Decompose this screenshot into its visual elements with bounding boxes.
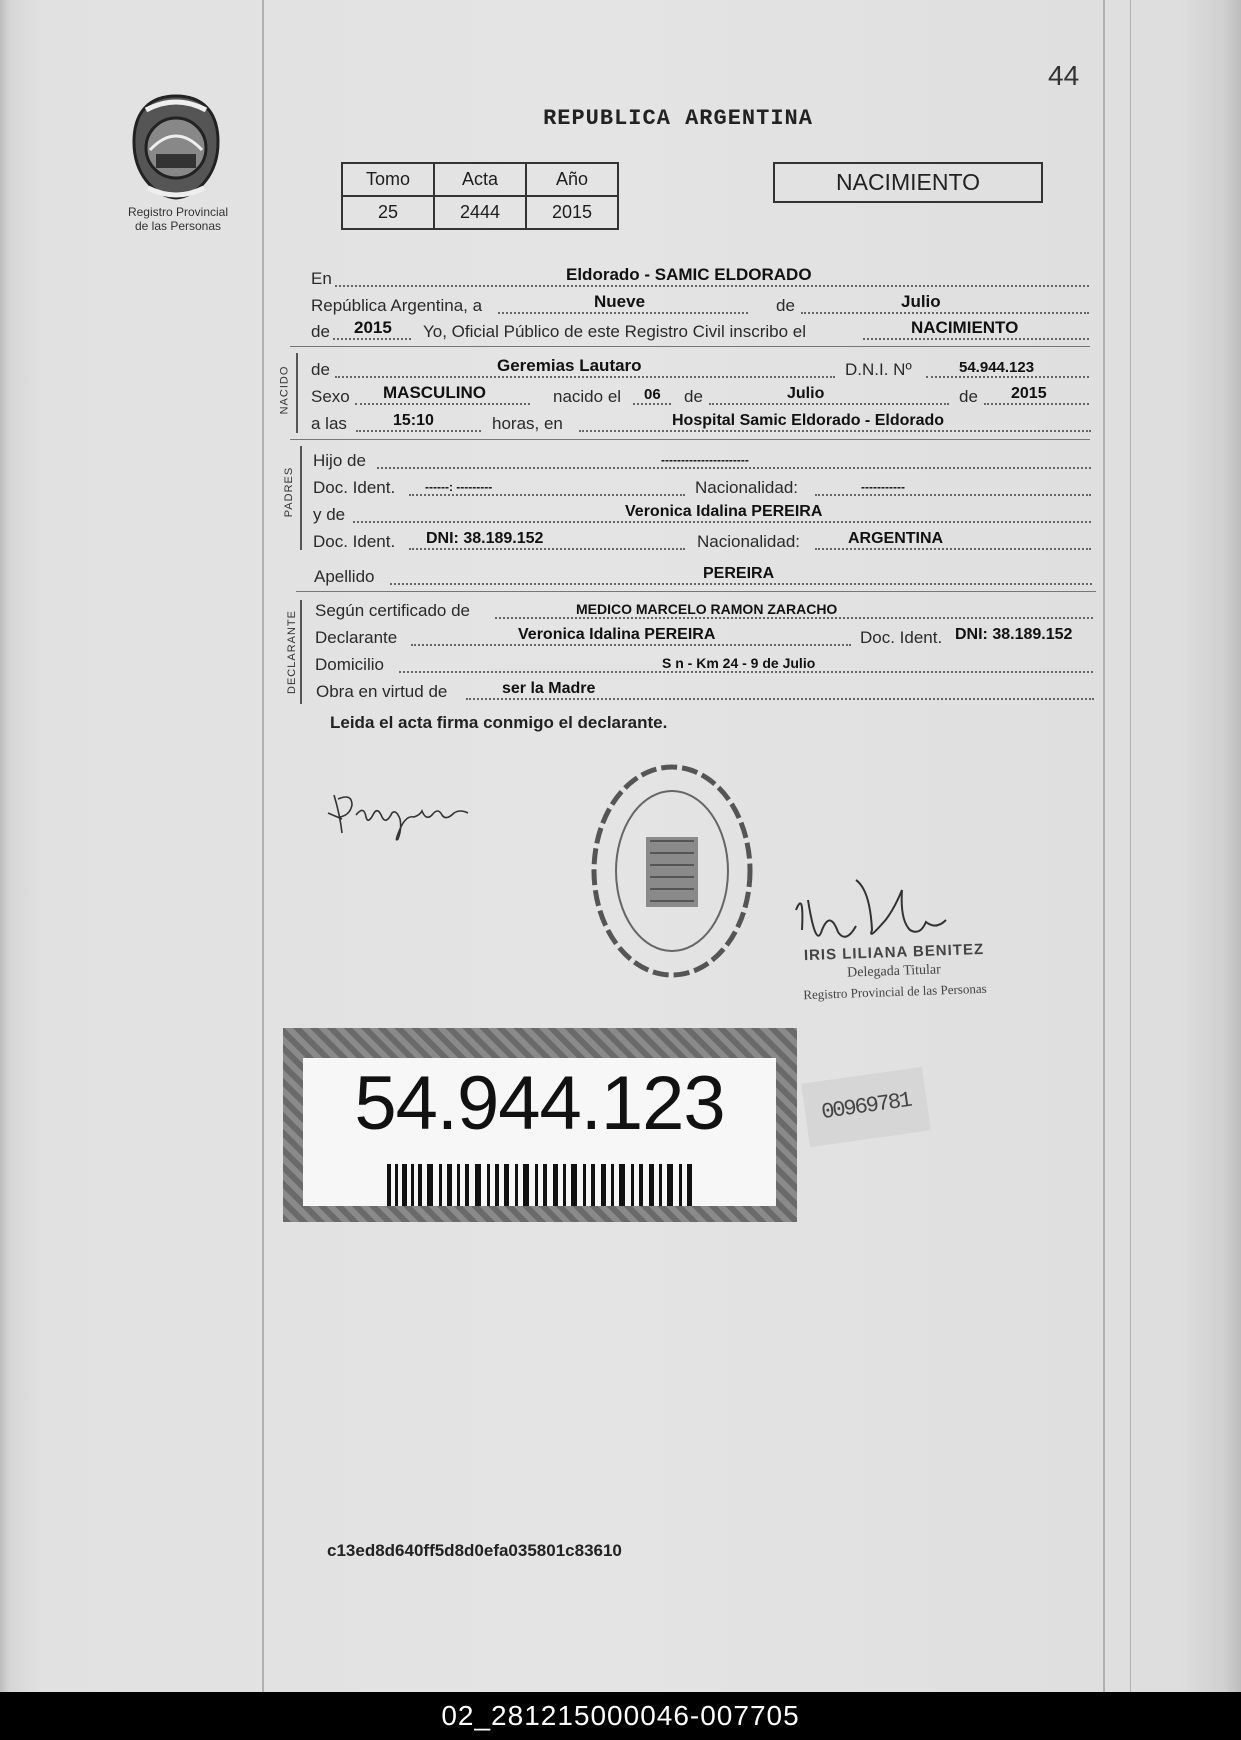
- label-de: de: [684, 387, 703, 406]
- page-edge-line: [1130, 0, 1131, 1692]
- page-margin-line: [1103, 0, 1105, 1692]
- value-father-nat: -----------: [861, 480, 905, 494]
- label-dni: D.N.I. Nº: [845, 360, 912, 379]
- row-obra: [316, 678, 1096, 704]
- seal-caption: [108, 205, 248, 233]
- registry-header-row: [342, 163, 618, 196]
- row-en: [311, 265, 1091, 291]
- row-apellido: [314, 563, 1094, 589]
- id-sticker-panel: [303, 1058, 776, 1206]
- id-number: 54.944.123: [354, 1061, 725, 1146]
- country-heading: REPUBLICA ARGENTINA: [543, 106, 813, 131]
- section-label-padres: PADRES: [283, 466, 296, 518]
- label-nacido-el: nacido el: [553, 387, 622, 406]
- value-father-doc: ------: ---------: [425, 480, 493, 494]
- value-child-dni: 54.944.123: [959, 359, 1035, 376]
- act-type-box: NACIMIENTO: [773, 162, 1043, 203]
- row-father-doc: [313, 474, 1093, 500]
- row-nacido-hora: [311, 410, 1091, 436]
- label-nacionalidad: Nacionalidad:: [695, 478, 799, 497]
- label-obra: Obra en virtud de: [316, 682, 448, 701]
- row-nacido-name: [311, 356, 1091, 382]
- value-certificado: MEDICO MARCELO RAMON ZARACHO: [576, 601, 838, 617]
- value-birth-year: 2015: [1011, 385, 1047, 402]
- value-mother: Veronica Idalina PEREIRA: [625, 503, 823, 520]
- provincial-seal-icon: [126, 92, 226, 202]
- row-y-de: [313, 501, 1093, 527]
- label-sexo: Sexo: [311, 387, 350, 406]
- value-birth-month: Julio: [787, 385, 825, 402]
- seal-caption-line2: de las Personas: [134, 219, 222, 233]
- registry-tomo: 25: [342, 196, 434, 229]
- serial-label: [801, 1067, 931, 1147]
- dotted-line: [801, 311, 1089, 314]
- section-label-declarante: DECLARANTE: [285, 610, 298, 694]
- closing-statement: Leida el acta firma conmigo el declarante.: [330, 713, 668, 732]
- section-bracket: [300, 446, 302, 550]
- value-year: 2015: [354, 318, 392, 337]
- row-republica: [311, 292, 1091, 318]
- registry-table: [341, 162, 619, 230]
- value-mother-nat: ARGENTINA: [848, 530, 944, 547]
- label-yo: Yo, Oficial Público de este Registro Civil inscribo el: [423, 322, 806, 341]
- barcode-icon: [387, 1164, 697, 1206]
- value-child-name: Geremias Lautaro: [497, 356, 642, 375]
- section-bracket: [300, 600, 302, 704]
- value-place: Hospital Samic Eldorado - Eldorado: [672, 412, 945, 429]
- value-declarante: Veronica Idalina PEREIRA: [518, 626, 716, 643]
- separator: [296, 591, 1096, 592]
- label-apellido: Apellido: [314, 567, 375, 586]
- label-declarante: Declarante: [315, 628, 398, 647]
- official-title: Delegada Titular: [846, 962, 942, 981]
- label-de: de: [959, 387, 978, 406]
- separator: [290, 439, 1090, 440]
- official-stamp-icon: [588, 757, 756, 985]
- document-hash: c13ed8d640ff5d8d0efa035801c83610: [327, 1541, 622, 1560]
- row-hijo-de: [313, 447, 1093, 473]
- label-de: de: [311, 360, 330, 379]
- value-domicilio: S n - Km 24 - 9 de Julio: [662, 655, 816, 671]
- registry-ano: 2015: [526, 196, 618, 229]
- label-hijo-de: Hijo de: [313, 451, 366, 470]
- registry-header-acta: Acta: [434, 163, 526, 196]
- value-apellido: PEREIRA: [703, 565, 775, 582]
- label-a-las: a las: [311, 414, 347, 433]
- registry-value-row: [342, 196, 618, 229]
- label-republica: República Argentina, a: [311, 296, 483, 315]
- value-obra: ser la Madre: [502, 680, 596, 697]
- footer-code: 02_281215000046-007705: [441, 1700, 800, 1731]
- official-org: Registro Provincial de las Personas: [803, 980, 987, 1003]
- registry-acta: 2444: [434, 196, 526, 229]
- value-en: Eldorado - SAMIC ELDORADO: [566, 265, 812, 284]
- row-mother-doc: [313, 528, 1093, 554]
- row-year: [311, 318, 1091, 344]
- value-day: Nueve: [594, 292, 646, 311]
- page-fold-line: [262, 0, 264, 1692]
- row-domicilio: [315, 651, 1095, 677]
- registry-header-tomo: Tomo: [342, 163, 434, 196]
- label-de: de: [776, 296, 795, 315]
- official-name: IRIS LILIANA BENITEZ: [803, 940, 985, 965]
- label-en: En: [311, 269, 332, 288]
- declarant-signature-icon: [320, 785, 480, 845]
- value-time: 15:10: [393, 412, 434, 429]
- label-doc-ident: Doc. Ident.: [860, 628, 943, 647]
- page-number: 44: [1048, 60, 1080, 91]
- label-doc-ident: Doc. Ident.: [313, 532, 396, 551]
- value-mother-doc: DNI: 38.189.152: [426, 530, 544, 547]
- label-domicilio: Domicilio: [315, 655, 384, 674]
- section-bracket: [296, 353, 298, 433]
- value-sexo: MASCULINO: [383, 383, 486, 402]
- seal-caption-line1: Registro Provincial: [127, 205, 229, 219]
- registry-header-ano: Año: [526, 163, 618, 196]
- id-sticker: [283, 1028, 797, 1222]
- row-nacido-sexo: [311, 383, 1091, 409]
- label-horas-en: horas, en: [492, 414, 563, 433]
- label-nacionalidad: Nacionalidad:: [697, 532, 801, 551]
- value-father: ----------------------: [661, 453, 749, 467]
- value-birth-day: 06: [644, 386, 661, 403]
- label-y-de: y de: [313, 505, 346, 524]
- value-declarante-doc: DNI: 38.189.152: [955, 626, 1073, 643]
- label-de2: de: [311, 322, 330, 341]
- row-declarante: [315, 624, 1095, 650]
- row-certificado: [315, 597, 1095, 623]
- label-doc-ident: Doc. Ident.: [313, 478, 396, 497]
- dotted-line: [815, 493, 1091, 496]
- serial-number: 00969781: [819, 1087, 913, 1126]
- value-act: NACIMIENTO: [911, 318, 1019, 337]
- section-label-nacido: NACIDO: [278, 365, 291, 415]
- dotted-line: [709, 402, 949, 405]
- value-month: Julio: [901, 292, 941, 311]
- label-certificado: Según certificado de: [315, 601, 470, 620]
- separator: [290, 346, 1090, 347]
